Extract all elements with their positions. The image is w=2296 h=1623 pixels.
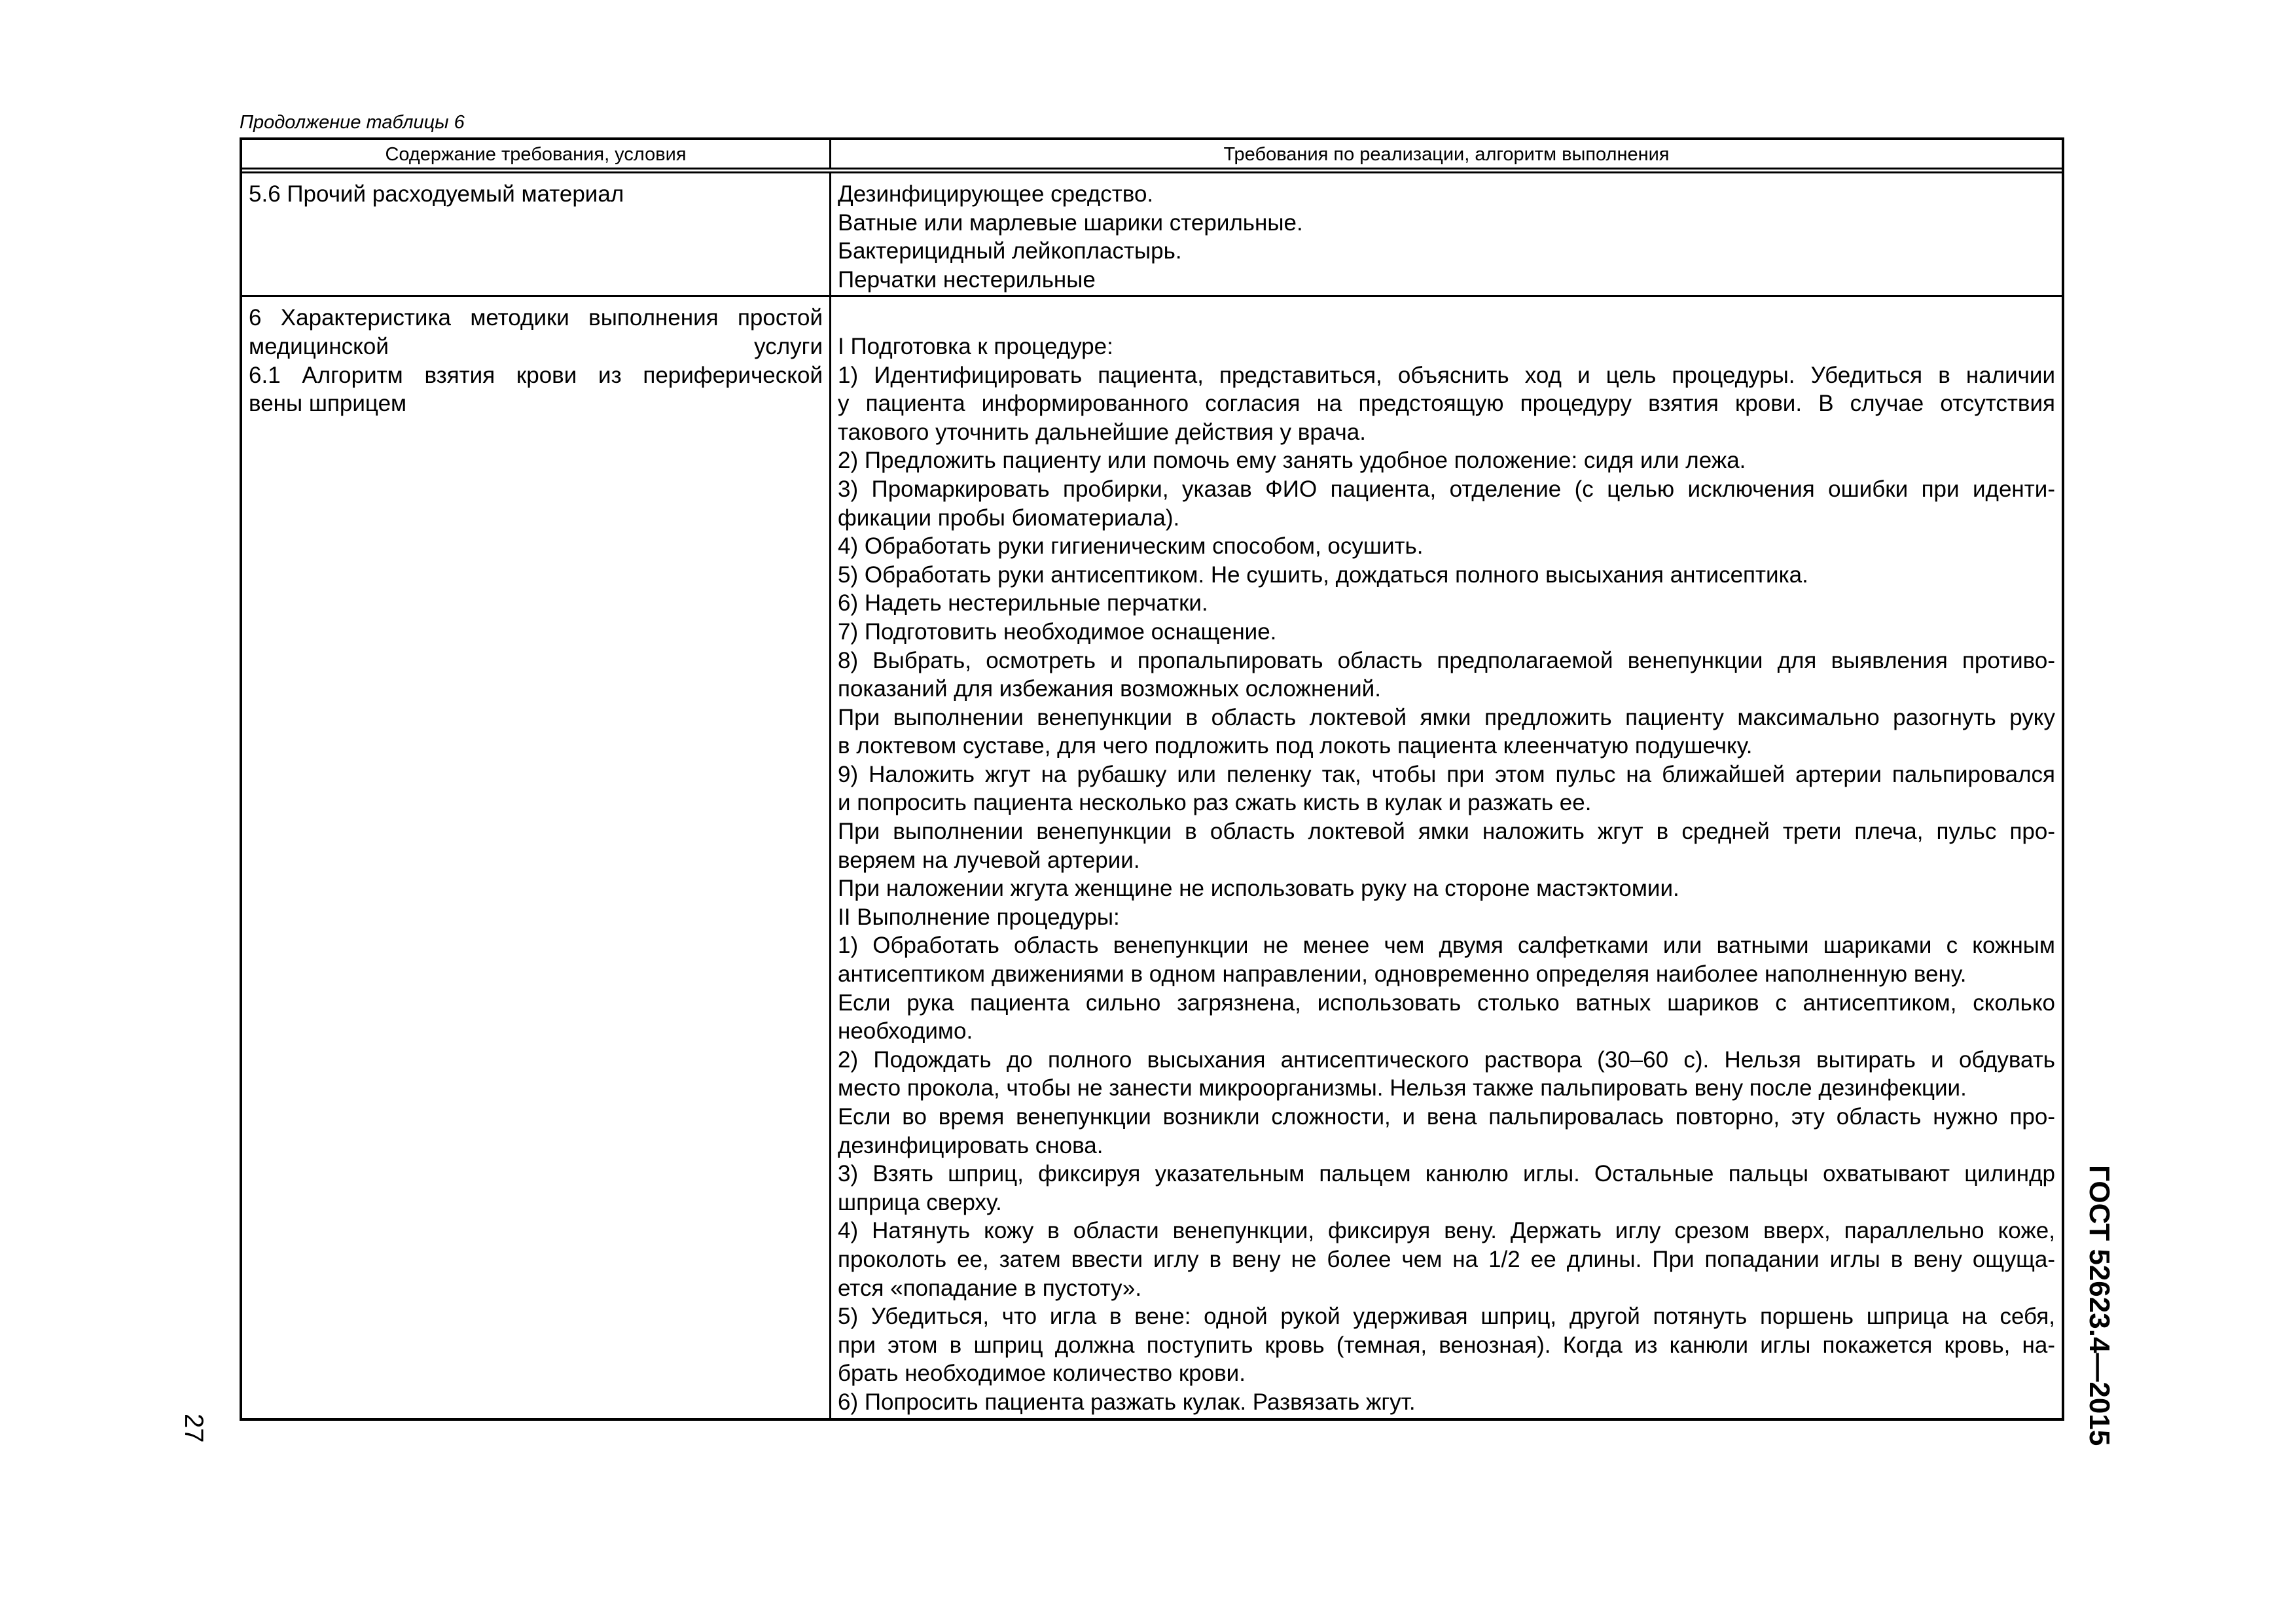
text-line: вены шприцем (249, 391, 407, 417)
page-number: 27 (179, 1414, 208, 1443)
text-line: 3) Взять шприц, фиксируя указательным пальцем канюлю иглы. Остальные пальцы охватывают цилиндр (838, 1161, 2055, 1187)
text-line: 7) Подготовить необходимое оснащение. (838, 618, 1277, 645)
text-line: 6) Надеть нестерильные перчатки. (838, 590, 1208, 616)
text-line: 4) Обработать руки гигиеническим способом, осушить. (838, 533, 1424, 560)
text-line: необходимо. (838, 1018, 973, 1044)
text-line: медицинской услуги (249, 333, 823, 359)
text-line: 6.1 Алгоритм взятия крови из периферической (249, 362, 823, 388)
text-line: Ватные или марлевые шарики стерильные. (838, 209, 1303, 236)
text-line: и попросить пациента несколько раз сжать кисть в кулак и разжать ее. (838, 790, 1592, 816)
requirement-cell (242, 297, 831, 1418)
text-line: такового уточнить дальнейшие действия у врача. (838, 419, 1366, 445)
text-line: 3) Промаркировать пробирки, указав ФИО пациента, отделение (с целью исключения ошибки при иденти- (838, 476, 2055, 502)
text-line: При наложении жгута женщине не использовать руку на стороне мастэктомии. (838, 876, 1679, 902)
text-line: ется «попадание в пустоту». (838, 1275, 1142, 1301)
text-line: 5.6 Прочий расходуемый материал (249, 181, 624, 207)
text-line: проколоть ее, затем ввести иглу в вену не более чем на 1/2 ее длины. При попадании иглы в вену ощуща- (838, 1246, 2055, 1272)
text-line: 2) Подождать до полного высыхания антисептического раствора (30–60 с). Нельзя вытирать и обдувать (838, 1046, 2055, 1073)
header-implementation-algorithm: Требования по реализации, алгоритм выполнения (1223, 144, 1670, 165)
text-line: 1) Обработать область венепункции не менее чем двумя салфетками или ватными шариками с кожным (838, 933, 2055, 959)
text-line: Бактерицидный лейкопластырь. (838, 238, 1182, 264)
text-line: При выполнении венепункции в область локтевой ямки наложить жгут в средней трети плеча, пульс про- (838, 819, 2055, 845)
text-line: 9) Наложить жгут на рубашку или пеленку так, чтобы при этом пульс на ближайшей артерии пальпировался (838, 761, 2055, 787)
text-line: Перчатки нестерильные (838, 266, 1096, 293)
text-line: При выполнении венепункции в область локтевой ямки предложить пациенту максимально разогнуть руку (838, 704, 2055, 730)
text-line: шприца сверху. (838, 1189, 1002, 1215)
text-line: 1) Идентифицировать пациента, представиться, объяснить ход и цель процедуры. Убедиться в наличии (838, 362, 2055, 388)
text-line: 5) Обработать руки антисептиком. Не сушить, дождаться полного высыхания антисептика. (838, 562, 1808, 588)
text-line: у пациента информированного согласия на предстоящую процедуру взятия крови. В случае отсутствия (838, 391, 2055, 417)
text-line: Если во время венепункции возникли сложности, и вена пальпировалась повторно, эту область нужно про- (838, 1104, 2055, 1130)
text-line: 4) Натянуть кожу в области венепункции, фиксируя вену. Держать иглу срезом вверх, параллельно коже, (838, 1218, 2055, 1244)
standard-code: ГОСТ 52623.4—2015 (2083, 1165, 2115, 1446)
text-line: веряем на лучевой артерии. (838, 847, 1140, 873)
implementation-cell (831, 297, 2062, 1418)
text-line: 2) Предложить пациенту или помочь ему занять удобное положение: сидя или лежа. (838, 448, 1746, 474)
table-row (242, 173, 2062, 295)
text-line: в локтевом суставе, для чего подложить под локоть пациента клеенчатую подушечку. (838, 733, 1753, 759)
text-line: показаний для избежания возможных осложнений. (838, 676, 1381, 702)
blank-line (838, 304, 2055, 332)
text-line: 6 Характеристика методики выполнения простой (249, 305, 823, 331)
text-line: место прокола, чтобы не занести микроорганизмы. Нельзя также пальпировать вену после дезинфекции. (838, 1075, 1967, 1101)
text-line: дезинфицировать снова. (838, 1132, 1103, 1158)
implementation-cell (831, 173, 2062, 295)
requirements-table (240, 137, 2064, 1421)
text-line: антисептиком движениями в одном направлении, одновременно определяя наиболее наполненную вену. (838, 961, 1967, 988)
text-line: фикации пробы биоматериала). (838, 505, 1180, 531)
text-line: Если рука пациента сильно загрязнена, использовать столько ватных шариков с антисептиком, сколько (838, 990, 2055, 1016)
table-continuation-caption: Продолжение таблицы 6 (240, 112, 465, 133)
text-line: при этом в шприц должна поступить кровь (темная, венозная). Когда из канюли иглы покажется кровь, на- (838, 1332, 2055, 1358)
table-header-row (242, 140, 2062, 173)
text-line: 6) Попросить пациента разжать кулак. Развязать жгут. (838, 1389, 1416, 1415)
text-line: 5) Убедиться, что игла в вене: одной рукой удерживая шприц, другой потянуть поршень шприца на себя, (838, 1304, 2055, 1330)
text-line: 8) Выбрать, осмотреть и пропальпировать область предполагаемой венепункции для выявления противо- (838, 647, 2055, 673)
header-requirement-content: Содержание требования, условия (242, 140, 831, 168)
text-line: брать необходимое количество крови. (838, 1361, 1246, 1387)
text-line: Дезинфицирующее средство. (838, 181, 1154, 207)
table-body (242, 173, 2062, 1418)
table-row (242, 295, 2062, 1418)
text-line: II Выполнение процедуры: (838, 904, 1120, 930)
requirement-cell (242, 173, 831, 295)
text-line: I Подготовка к процедуре: (838, 333, 1113, 359)
